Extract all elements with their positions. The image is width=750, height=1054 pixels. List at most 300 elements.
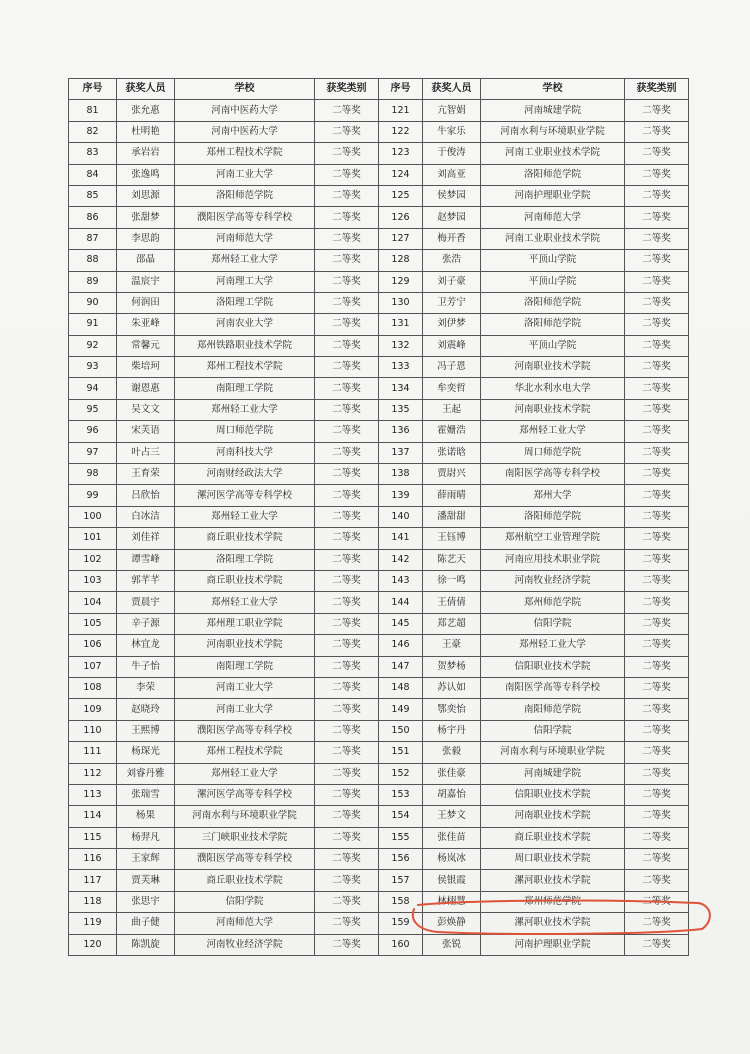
- row-number-cell: 128: [379, 250, 423, 271]
- row-number-cell: 129: [379, 271, 423, 292]
- award-category-cell: 二等奖: [625, 121, 689, 142]
- school-cell: 郑州轻工业大学: [481, 635, 625, 656]
- school-cell: 河南城建学院: [481, 100, 625, 121]
- header-cell: 学校: [175, 79, 315, 100]
- table-row: [69, 121, 689, 142]
- row-number-cell: 124: [379, 164, 423, 185]
- winner-name-cell: 王豪: [423, 635, 481, 656]
- row-number-cell: 111: [69, 742, 117, 763]
- winner-name-cell: 杨羿凡: [117, 827, 175, 848]
- table-row: [69, 613, 689, 634]
- award-category-cell: 二等奖: [625, 506, 689, 527]
- award-category-cell: 二等奖: [315, 185, 379, 206]
- winner-name-cell: 贾尉兴: [423, 464, 481, 485]
- row-number-cell: 83: [69, 143, 117, 164]
- award-category-cell: 二等奖: [315, 870, 379, 891]
- row-number-cell: 114: [69, 806, 117, 827]
- row-number-cell: 138: [379, 464, 423, 485]
- school-cell: 郑州铁路职业技术学院: [175, 335, 315, 356]
- row-number-cell: 133: [379, 357, 423, 378]
- winner-name-cell: 张甜梦: [117, 207, 175, 228]
- winner-name-cell: 亢智娟: [423, 100, 481, 121]
- row-number-cell: 148: [379, 677, 423, 698]
- row-number-cell: 93: [69, 357, 117, 378]
- award-category-cell: 二等奖: [315, 357, 379, 378]
- award-category-cell: 二等奖: [625, 870, 689, 891]
- winner-name-cell: 王起: [423, 399, 481, 420]
- school-cell: 郑州工程技术学院: [175, 742, 315, 763]
- award-category-cell: 二等奖: [625, 891, 689, 912]
- row-number-cell: 126: [379, 207, 423, 228]
- school-cell: 郑州师范学院: [481, 592, 625, 613]
- award-category-cell: 二等奖: [315, 378, 379, 399]
- school-cell: 平顶山学院: [481, 250, 625, 271]
- school-cell: 河南水利与环境职业学院: [175, 806, 315, 827]
- school-cell: 河南工业大学: [175, 677, 315, 698]
- school-cell: 洛阳理工学院: [175, 549, 315, 570]
- award-category-cell: 二等奖: [625, 613, 689, 634]
- table-row: [69, 506, 689, 527]
- award-category-cell: 二等奖: [625, 827, 689, 848]
- winner-name-cell: 贾晨宇: [117, 592, 175, 613]
- school-cell: 河南水利与环境职业学院: [481, 121, 625, 142]
- winner-name-cell: 张瑞雪: [117, 784, 175, 805]
- award-category-cell: 二等奖: [315, 228, 379, 249]
- row-number-cell: 141: [379, 528, 423, 549]
- row-number-cell: 85: [69, 185, 117, 206]
- school-cell: 商丘职业技术学院: [175, 528, 315, 549]
- school-cell: 濮阳医学高等专科学校: [175, 720, 315, 741]
- row-number-cell: 140: [379, 506, 423, 527]
- winner-name-cell: 吕欣怡: [117, 485, 175, 506]
- row-number-cell: 143: [379, 570, 423, 591]
- table-row: [69, 570, 689, 591]
- table-row: [69, 292, 689, 313]
- winner-name-cell: 陈艺天: [423, 549, 481, 570]
- award-category-cell: 二等奖: [315, 891, 379, 912]
- header-cell: 获奖类别: [625, 79, 689, 100]
- row-number-cell: 90: [69, 292, 117, 313]
- table-row: [69, 699, 689, 720]
- award-category-cell: 二等奖: [315, 677, 379, 698]
- school-cell: 郑州轻工业大学: [175, 506, 315, 527]
- award-category-cell: 二等奖: [625, 100, 689, 121]
- winner-name-cell: 王梦文: [423, 806, 481, 827]
- award-category-cell: 二等奖: [625, 464, 689, 485]
- award-category-cell: 二等奖: [315, 934, 379, 955]
- winner-name-cell: 鄂奕怡: [423, 699, 481, 720]
- school-cell: 周口职业技术学院: [481, 849, 625, 870]
- winner-name-cell: 霍姗浩: [423, 421, 481, 442]
- winner-name-cell: 赵晓玲: [117, 699, 175, 720]
- table-row: [69, 378, 689, 399]
- award-category-cell: 二等奖: [625, 421, 689, 442]
- school-cell: 郑州工程技术学院: [175, 143, 315, 164]
- winner-name-cell: 卫芳宁: [423, 292, 481, 313]
- school-cell: 河南职业技术学院: [481, 806, 625, 827]
- header-cell: 获奖类别: [315, 79, 379, 100]
- table-row: [69, 849, 689, 870]
- row-number-cell: 116: [69, 849, 117, 870]
- row-number-cell: 159: [379, 913, 423, 934]
- school-cell: 河南中医药大学: [175, 100, 315, 121]
- award-table: [68, 78, 689, 956]
- row-number-cell: 134: [379, 378, 423, 399]
- row-number-cell: 115: [69, 827, 117, 848]
- table-row: [69, 549, 689, 570]
- school-cell: 南阳理工学院: [175, 656, 315, 677]
- row-number-cell: 149: [379, 699, 423, 720]
- row-number-cell: 94: [69, 378, 117, 399]
- school-cell: 河南城建学院: [481, 763, 625, 784]
- winner-name-cell: 杨宇丹: [423, 720, 481, 741]
- school-cell: 河南职业技术学院: [175, 635, 315, 656]
- winner-name-cell: 陈凯旋: [117, 934, 175, 955]
- table-row: [69, 464, 689, 485]
- row-number-cell: 123: [379, 143, 423, 164]
- table-row: [69, 485, 689, 506]
- winner-name-cell: 杨果: [117, 806, 175, 827]
- winner-name-cell: 赵梦园: [423, 207, 481, 228]
- winner-name-cell: 吴文文: [117, 399, 175, 420]
- table-row: [69, 870, 689, 891]
- winner-name-cell: 牛子怡: [117, 656, 175, 677]
- award-category-cell: 二等奖: [315, 207, 379, 228]
- winner-name-cell: 王倩倩: [423, 592, 481, 613]
- row-number-cell: 158: [379, 891, 423, 912]
- winner-name-cell: 宋芙语: [117, 421, 175, 442]
- table-row: [69, 827, 689, 848]
- award-category-cell: 二等奖: [625, 720, 689, 741]
- winner-name-cell: 潘甜甜: [423, 506, 481, 527]
- winner-name-cell: 贾芙琳: [117, 870, 175, 891]
- school-cell: 信阳职业技术学院: [481, 656, 625, 677]
- school-cell: 商丘职业技术学院: [481, 827, 625, 848]
- row-number-cell: 139: [379, 485, 423, 506]
- row-number-cell: 154: [379, 806, 423, 827]
- winner-name-cell: 张允惠: [117, 100, 175, 121]
- school-cell: 信阳学院: [175, 891, 315, 912]
- school-cell: 郑州工程技术学院: [175, 357, 315, 378]
- school-cell: 郑州大学: [481, 485, 625, 506]
- winner-name-cell: 辛子源: [117, 613, 175, 634]
- winner-name-cell: 何润田: [117, 292, 175, 313]
- row-number-cell: 102: [69, 549, 117, 570]
- winner-name-cell: 承岩岩: [117, 143, 175, 164]
- winner-name-cell: 侯梦园: [423, 185, 481, 206]
- school-cell: 周口师范学院: [175, 421, 315, 442]
- award-category-cell: 二等奖: [625, 485, 689, 506]
- winner-name-cell: 温宸宇: [117, 271, 175, 292]
- winner-name-cell: 李思韵: [117, 228, 175, 249]
- table-row: [69, 592, 689, 613]
- row-number-cell: 153: [379, 784, 423, 805]
- school-cell: 三门峡职业技术学院: [175, 827, 315, 848]
- school-cell: 郑州轻工业大学: [481, 421, 625, 442]
- school-cell: 郑州理工职业学院: [175, 613, 315, 634]
- award-category-cell: 二等奖: [315, 485, 379, 506]
- school-cell: 河南职业技术学院: [481, 399, 625, 420]
- winner-name-cell: 谭雪峰: [117, 549, 175, 570]
- winner-name-cell: 杨琛光: [117, 742, 175, 763]
- row-number-cell: 99: [69, 485, 117, 506]
- winner-name-cell: 李荣: [117, 677, 175, 698]
- award-category-cell: 二等奖: [625, 335, 689, 356]
- school-cell: 郑州轻工业大学: [175, 399, 315, 420]
- row-number-cell: 87: [69, 228, 117, 249]
- header-cell: 序号: [379, 79, 423, 100]
- winner-name-cell: 于俊涛: [423, 143, 481, 164]
- award-category-cell: 二等奖: [315, 656, 379, 677]
- school-cell: 洛阳师范学院: [175, 185, 315, 206]
- school-cell: 河南科技大学: [175, 442, 315, 463]
- winner-name-cell: 朱亚峰: [117, 314, 175, 335]
- table-row: [69, 442, 689, 463]
- school-cell: 河南工业大学: [175, 164, 315, 185]
- award-category-cell: 二等奖: [625, 357, 689, 378]
- winner-name-cell: 杜明艳: [117, 121, 175, 142]
- winner-name-cell: 白冰洁: [117, 506, 175, 527]
- table-row: [69, 185, 689, 206]
- school-cell: 郑州航空工业管理学院: [481, 528, 625, 549]
- award-category-cell: 二等奖: [315, 635, 379, 656]
- table-row: [69, 164, 689, 185]
- award-category-cell: 二等奖: [315, 464, 379, 485]
- school-cell: 信阳学院: [481, 720, 625, 741]
- school-cell: 商丘职业技术学院: [175, 570, 315, 591]
- row-number-cell: 96: [69, 421, 117, 442]
- winner-name-cell: 牟奕哲: [423, 378, 481, 399]
- award-category-cell: 二等奖: [625, 378, 689, 399]
- row-number-cell: 118: [69, 891, 117, 912]
- table-row: [69, 677, 689, 698]
- school-cell: 河南牧业经济学院: [481, 570, 625, 591]
- award-category-cell: 二等奖: [315, 592, 379, 613]
- row-number-cell: 89: [69, 271, 117, 292]
- school-cell: 河南护理职业学院: [481, 185, 625, 206]
- header-cell: 序号: [69, 79, 117, 100]
- award-category-cell: 二等奖: [625, 913, 689, 934]
- header-cell: 学校: [481, 79, 625, 100]
- award-category-cell: 二等奖: [315, 827, 379, 848]
- school-cell: 河南农业大学: [175, 314, 315, 335]
- school-cell: 洛阳师范学院: [481, 506, 625, 527]
- row-number-cell: 121: [379, 100, 423, 121]
- award-category-cell: 二等奖: [315, 784, 379, 805]
- school-cell: 郑州师范学院: [481, 891, 625, 912]
- winner-name-cell: 徐一鸣: [423, 570, 481, 591]
- table-row: [69, 763, 689, 784]
- award-category-cell: 二等奖: [315, 720, 379, 741]
- school-cell: 河南职业技术学院: [481, 357, 625, 378]
- row-number-cell: 101: [69, 528, 117, 549]
- row-number-cell: 112: [69, 763, 117, 784]
- row-number-cell: 160: [379, 934, 423, 955]
- table-row: [69, 720, 689, 741]
- winner-name-cell: 王钰博: [423, 528, 481, 549]
- winner-name-cell: 柴培珂: [117, 357, 175, 378]
- table-body: [69, 100, 689, 956]
- row-number-cell: 131: [379, 314, 423, 335]
- award-category-cell: 二等奖: [315, 143, 379, 164]
- table-row: [69, 335, 689, 356]
- school-cell: 河南财经政法大学: [175, 464, 315, 485]
- school-cell: 南阳医学高等专科学校: [481, 677, 625, 698]
- winner-name-cell: 贺梦杨: [423, 656, 481, 677]
- award-category-cell: 二等奖: [625, 164, 689, 185]
- winner-name-cell: 刘高亚: [423, 164, 481, 185]
- row-number-cell: 144: [379, 592, 423, 613]
- winner-name-cell: 张佳豪: [423, 763, 481, 784]
- award-category-cell: 二等奖: [625, 399, 689, 420]
- row-number-cell: 147: [379, 656, 423, 677]
- row-number-cell: 100: [69, 506, 117, 527]
- award-category-cell: 二等奖: [625, 656, 689, 677]
- table-row: [69, 228, 689, 249]
- award-category-cell: 二等奖: [625, 250, 689, 271]
- row-number-cell: 91: [69, 314, 117, 335]
- winner-name-cell: 梅开香: [423, 228, 481, 249]
- award-category-cell: 二等奖: [315, 913, 379, 934]
- row-number-cell: 136: [379, 421, 423, 442]
- award-category-cell: 二等奖: [315, 100, 379, 121]
- row-number-cell: 110: [69, 720, 117, 741]
- award-category-cell: 二等奖: [625, 849, 689, 870]
- award-category-cell: 二等奖: [315, 613, 379, 634]
- row-number-cell: 145: [379, 613, 423, 634]
- row-number-cell: 108: [69, 677, 117, 698]
- table-row: [69, 207, 689, 228]
- winner-name-cell: 王家辉: [117, 849, 175, 870]
- winner-name-cell: 林宜龙: [117, 635, 175, 656]
- row-number-cell: 156: [379, 849, 423, 870]
- winner-name-cell: 刘震峰: [423, 335, 481, 356]
- row-number-cell: 117: [69, 870, 117, 891]
- row-number-cell: 125: [379, 185, 423, 206]
- row-number-cell: 130: [379, 292, 423, 313]
- award-category-cell: 二等奖: [315, 763, 379, 784]
- award-category-cell: 二等奖: [625, 271, 689, 292]
- school-cell: 河南师范大学: [175, 228, 315, 249]
- winner-name-cell: 叶占三: [117, 442, 175, 463]
- row-number-cell: 82: [69, 121, 117, 142]
- row-number-cell: 122: [379, 121, 423, 142]
- award-category-cell: 二等奖: [625, 143, 689, 164]
- winner-name-cell: 胡嘉怡: [423, 784, 481, 805]
- award-category-cell: 二等奖: [315, 121, 379, 142]
- winner-name-cell: 谢恩惠: [117, 378, 175, 399]
- header-cell: 获奖人员: [423, 79, 481, 100]
- award-category-cell: 二等奖: [625, 207, 689, 228]
- school-cell: 商丘职业技术学院: [175, 870, 315, 891]
- row-number-cell: 106: [69, 635, 117, 656]
- table-row: [69, 399, 689, 420]
- award-category-cell: 二等奖: [315, 335, 379, 356]
- winner-name-cell: 苏认如: [423, 677, 481, 698]
- row-number-cell: 81: [69, 100, 117, 121]
- award-category-cell: 二等奖: [625, 934, 689, 955]
- row-number-cell: 105: [69, 613, 117, 634]
- award-category-cell: 二等奖: [315, 806, 379, 827]
- school-cell: 河南师范大学: [175, 913, 315, 934]
- table-row: [69, 314, 689, 335]
- school-cell: 河南牧业经济学院: [175, 934, 315, 955]
- winner-name-cell: 牛家乐: [423, 121, 481, 142]
- award-category-cell: 二等奖: [315, 442, 379, 463]
- row-number-cell: 137: [379, 442, 423, 463]
- table-row: [69, 913, 689, 934]
- table-row: [69, 656, 689, 677]
- row-number-cell: 95: [69, 399, 117, 420]
- winner-name-cell: 侯银霞: [423, 870, 481, 891]
- award-category-cell: 二等奖: [315, 506, 379, 527]
- table-row: [69, 421, 689, 442]
- winner-name-cell: 张诺晗: [423, 442, 481, 463]
- table-row: [69, 635, 689, 656]
- row-number-cell: 97: [69, 442, 117, 463]
- table-row: [69, 934, 689, 955]
- school-cell: 漯河职业技术学院: [481, 870, 625, 891]
- row-number-cell: 104: [69, 592, 117, 613]
- row-number-cell: 84: [69, 164, 117, 185]
- award-category-cell: 二等奖: [625, 228, 689, 249]
- award-category-cell: 二等奖: [315, 164, 379, 185]
- table-row: [69, 357, 689, 378]
- award-category-cell: 二等奖: [315, 271, 379, 292]
- award-category-cell: 二等奖: [315, 549, 379, 570]
- award-category-cell: 二等奖: [625, 570, 689, 591]
- school-cell: 河南工业职业技术学院: [481, 228, 625, 249]
- row-number-cell: 152: [379, 763, 423, 784]
- school-cell: 河南理工大学: [175, 271, 315, 292]
- row-number-cell: 109: [69, 699, 117, 720]
- header-cell: 获奖人员: [117, 79, 175, 100]
- row-number-cell: 151: [379, 742, 423, 763]
- award-category-cell: 二等奖: [625, 592, 689, 613]
- school-cell: 南阳理工学院: [175, 378, 315, 399]
- school-cell: 河南工业职业技术学院: [481, 143, 625, 164]
- school-cell: 南阳医学高等专科学校: [481, 464, 625, 485]
- table-row: [69, 891, 689, 912]
- award-category-cell: 二等奖: [625, 806, 689, 827]
- table-row: [69, 528, 689, 549]
- row-number-cell: 146: [379, 635, 423, 656]
- winner-name-cell: 刘伊梦: [423, 314, 481, 335]
- award-category-cell: 二等奖: [625, 549, 689, 570]
- award-category-cell: 二等奖: [625, 442, 689, 463]
- award-category-cell: 二等奖: [625, 784, 689, 805]
- winner-name-cell: 王熙博: [117, 720, 175, 741]
- row-number-cell: 135: [379, 399, 423, 420]
- winner-name-cell: 张毅: [423, 742, 481, 763]
- award-category-cell: 二等奖: [625, 635, 689, 656]
- school-cell: 河南护理职业学院: [481, 934, 625, 955]
- school-cell: 濮阳医学高等专科学校: [175, 849, 315, 870]
- award-category-cell: 二等奖: [625, 677, 689, 698]
- winner-name-cell: 林栩慧: [423, 891, 481, 912]
- winner-name-cell: 刘佳祥: [117, 528, 175, 549]
- row-number-cell: 155: [379, 827, 423, 848]
- row-number-cell: 150: [379, 720, 423, 741]
- winner-name-cell: 常馨元: [117, 335, 175, 356]
- winner-name-cell: 刘子豪: [423, 271, 481, 292]
- school-cell: 华北水利水电大学: [481, 378, 625, 399]
- row-number-cell: 103: [69, 570, 117, 591]
- winner-name-cell: 刘思源: [117, 185, 175, 206]
- school-cell: 郑州轻工业大学: [175, 763, 315, 784]
- award-category-cell: 二等奖: [315, 849, 379, 870]
- table-row: [69, 143, 689, 164]
